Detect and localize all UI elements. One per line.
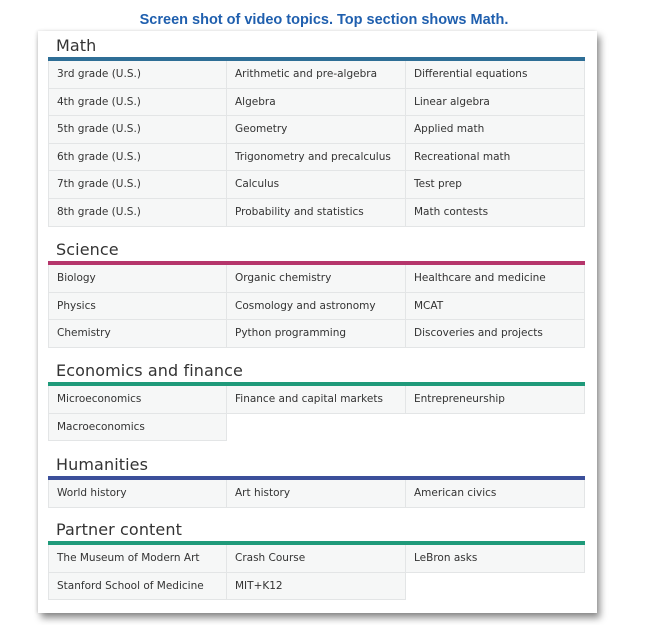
- topic-link[interactable]: Geometry: [227, 116, 406, 144]
- topic-link[interactable]: 4th grade (U.S.): [48, 89, 227, 117]
- topic-link[interactable]: 7th grade (U.S.): [48, 171, 227, 199]
- topic-link[interactable]: Organic chemistry: [227, 265, 406, 293]
- topic-link[interactable]: Entrepreneurship: [406, 386, 585, 414]
- section-partner-content: [48, 519, 585, 600]
- topic-link[interactable]: Calculus: [227, 171, 406, 199]
- section-humanities: [48, 454, 585, 508]
- topic-link[interactable]: MIT+K12: [227, 573, 406, 601]
- section-math: [48, 35, 585, 227]
- topic-link[interactable]: Art history: [227, 480, 406, 508]
- topic-link[interactable]: Stanford School of Medicine: [48, 573, 227, 601]
- topic-link[interactable]: Arithmetic and pre-algebra: [227, 61, 406, 89]
- section-title-math[interactable]: Math: [56, 36, 97, 55]
- topic-link[interactable]: American civics: [406, 480, 585, 508]
- section-title-partner-content[interactable]: Partner content: [56, 520, 182, 539]
- topic-link[interactable]: Trigonometry and precalculus: [227, 144, 406, 172]
- topic-link[interactable]: Python programming: [227, 320, 406, 348]
- section-title-science[interactable]: Science: [56, 240, 119, 259]
- topic-link[interactable]: Linear algebra: [406, 89, 585, 117]
- topic-link[interactable]: Applied math: [406, 116, 585, 144]
- topic-link[interactable]: Recreational math: [406, 144, 585, 172]
- topic-link[interactable]: The Museum of Modern Art: [48, 545, 227, 573]
- topic-link[interactable]: Cosmology and astronomy: [227, 293, 406, 321]
- topic-link[interactable]: 8th grade (U.S.): [48, 199, 227, 227]
- section-title-economics[interactable]: Economics and finance: [56, 361, 243, 380]
- topic-link[interactable]: Algebra: [227, 89, 406, 117]
- topic-link[interactable]: Discoveries and projects: [406, 320, 585, 348]
- topic-link[interactable]: Math contests: [406, 199, 585, 227]
- topic-link[interactable]: Biology: [48, 265, 227, 293]
- topic-link[interactable]: Macroeconomics: [48, 414, 227, 442]
- topic-link[interactable]: Differential equations: [406, 61, 585, 89]
- topic-link[interactable]: Healthcare and medicine: [406, 265, 585, 293]
- topic-link[interactable]: Finance and capital markets: [227, 386, 406, 414]
- topic-link[interactable]: Test prep: [406, 171, 585, 199]
- topic-link[interactable]: Crash Course: [227, 545, 406, 573]
- section-economics: [48, 360, 585, 441]
- topic-link[interactable]: 6th grade (U.S.): [48, 144, 227, 172]
- topic-link[interactable]: LeBron asks: [406, 545, 585, 573]
- topic-link[interactable]: Microeconomics: [48, 386, 227, 414]
- topics-panel: [38, 31, 597, 613]
- topic-link[interactable]: MCAT: [406, 293, 585, 321]
- topic-link[interactable]: 5th grade (U.S.): [48, 116, 227, 144]
- topic-link[interactable]: Probability and statistics: [227, 199, 406, 227]
- topic-link[interactable]: Chemistry: [48, 320, 227, 348]
- section-science: [48, 239, 585, 348]
- topic-link[interactable]: World history: [48, 480, 227, 508]
- figure-caption: Screen shot of video topics. Top section shows Math.: [139, 12, 509, 28]
- topic-link[interactable]: Physics: [48, 293, 227, 321]
- section-title-humanities[interactable]: Humanities: [56, 455, 149, 474]
- topic-link[interactable]: 3rd grade (U.S.): [48, 61, 227, 89]
